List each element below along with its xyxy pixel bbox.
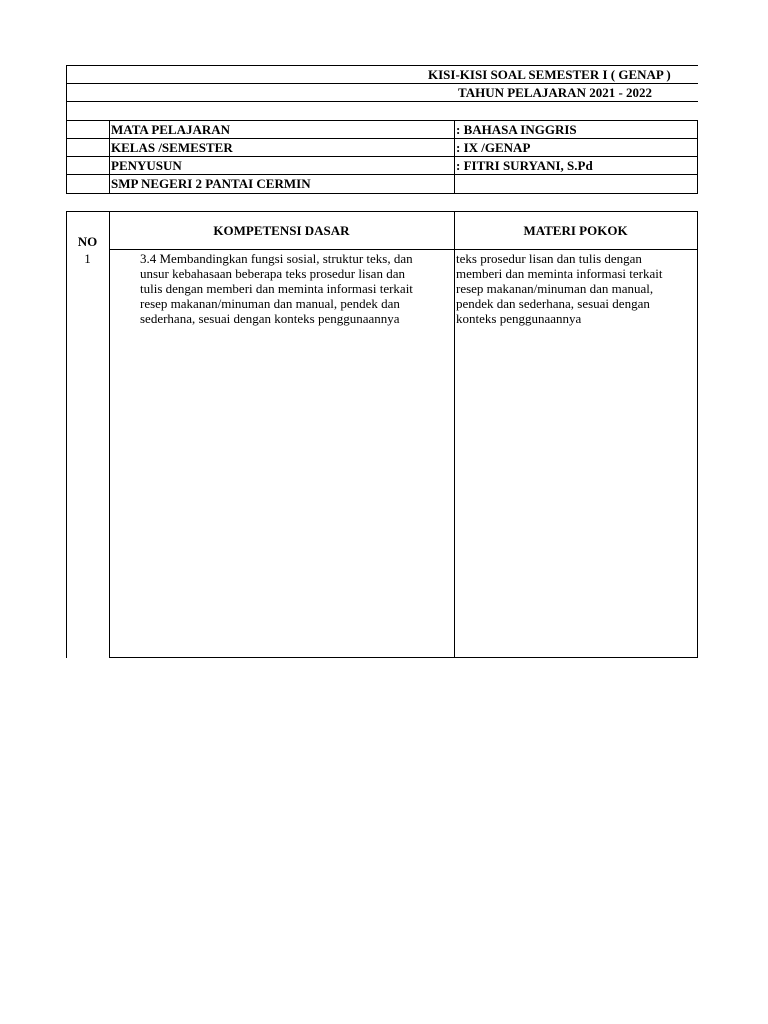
info-label-school: SMP NEGERI 2 PANTAI CERMIN xyxy=(111,176,311,191)
row-materi-text: teks prosedur lisan dan tulis dengan memberi dan meminta informasi terkait resep makanan/minuman dan manual, pendek dan sederhana, sesuai dengan konteks penggunaannya xyxy=(456,251,663,326)
info-bottom-border xyxy=(66,193,698,194)
info-value-author: : FITRI SURYANI, S.Pd xyxy=(456,158,593,173)
table-col-divider xyxy=(109,211,110,658)
table-col-divider xyxy=(454,211,455,658)
info-label-class: KELAS /SEMESTER xyxy=(111,140,233,155)
table-top-border xyxy=(66,211,698,212)
academic-year: TAHUN PELAJARAN 2021 - 2022 xyxy=(458,85,653,100)
row-kompetensi-text: 3.4 Membandingkan fungsi sosial, struktur teks, dan unsur kebahasaan beberapa teks prosedur lisan dan tulis dengan memberi dan meminta informasi terkait resep makanan/minuman dan manual, pendek dan sederhana, sesuai dengan konteks penggunaannya xyxy=(140,251,413,326)
table-right-border xyxy=(697,211,698,658)
header-left-border xyxy=(66,65,67,120)
document-title: KISI-KISI SOAL SEMESTER I ( GENAP ) xyxy=(428,67,671,82)
info-col-divider xyxy=(454,120,455,193)
row-number: 1 xyxy=(84,251,91,266)
info-row-divider xyxy=(66,156,698,157)
header-top-border xyxy=(66,65,698,66)
info-value-subject: : BAHASA INGGRIS xyxy=(456,122,577,137)
info-row-divider xyxy=(66,174,698,175)
info-row-divider xyxy=(66,138,698,139)
info-label-subject: MATA PELAJARAN xyxy=(111,122,231,137)
header-row-divider xyxy=(66,101,698,102)
info-right-border xyxy=(697,120,698,193)
table-bottom-border xyxy=(109,657,698,658)
col-header-materi: MATERI POKOK xyxy=(523,223,628,238)
info-label-author: PENYUSUN xyxy=(111,158,182,173)
info-value-class: : IX /GENAP xyxy=(456,140,531,155)
header-row-divider xyxy=(66,83,698,84)
col-header-kompetensi: KOMPETENSI DASAR xyxy=(213,223,350,238)
table-header-divider xyxy=(109,249,698,250)
info-col-divider xyxy=(109,120,110,193)
info-top-border xyxy=(66,120,698,121)
col-header-no: NO xyxy=(77,234,98,249)
table-left-border xyxy=(66,211,67,658)
info-left-border xyxy=(66,120,67,193)
